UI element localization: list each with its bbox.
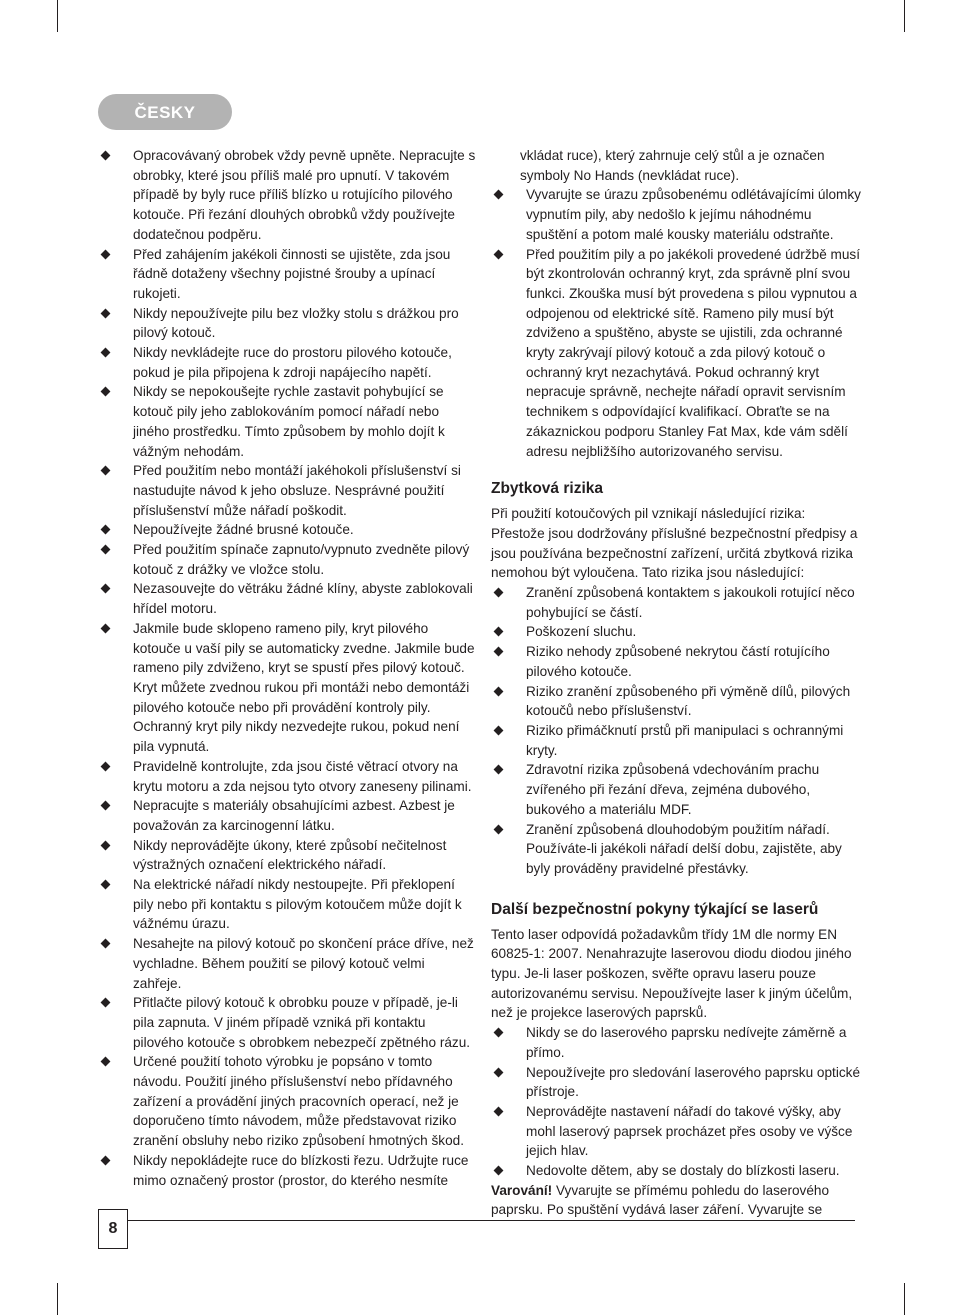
language-tab: ČESKY: [98, 94, 232, 130]
bullet-icon: [494, 1067, 504, 1077]
bullet-icon: [101, 348, 111, 358]
list-item: Nesahejte na pilový kotouč po skončení práce dříve, než vychladne. Během použití se pilový kotouč velmi zahřeje.: [98, 934, 476, 993]
list-item: Zranění způsobená dlouhodobým použitím nářadí. Používáte-li jakékoli nářadí delší dobu, zajistěte, aby byly prováděny pravidelné přestávky.: [491, 820, 861, 879]
list-item: Nepoužívejte žádné brusné kotouče.: [98, 520, 476, 540]
list-item: Zranění způsobená kontaktem s jakoukoli rotující něco pohybující se částí.: [491, 583, 861, 622]
list-item: Nezasouvejte do větráku žádné klíny, abyste zablokovali hřídel motoru.: [98, 579, 476, 618]
bullet-icon: [101, 151, 111, 161]
bullet-icon: [494, 627, 504, 637]
list-item: Nedovolte dětem, aby se dostaly do blízkosti laseru.: [491, 1161, 861, 1181]
crop-mark: [57, 0, 58, 32]
warning-text: Vyvarujte se přímému pohledu do laserového paprsku. Po spuštění vydává laser záření. Vyvarujte se: [491, 1182, 830, 1218]
warning-label: Varování!: [491, 1182, 553, 1198]
safety-list-continued: [491, 185, 861, 461]
bullet-icon: [494, 1166, 504, 1176]
list-item: Nepracujte s materiály obsahujícími azbest. Azbest je považován za karcinogenní látku.: [98, 796, 476, 835]
safety-list: [98, 146, 476, 1190]
laser-warning: [491, 1181, 861, 1220]
residual-intro: Při použití kotoučových pil vznikají následující rizika: Přestože jsou dodržovány příslušné bezpečnostní předpisy a jsou používána bezpečnostní zařízení, určitá zbytková rizika nemohou být vyloučena. Tato rizika jsou následující:: [491, 506, 858, 581]
bullet-icon: [494, 249, 504, 259]
list-item: Riziko zranění způsobeného při výměně dílů, pilových kotoučů nebo příslušenství.: [491, 682, 861, 721]
bullet-icon: [494, 765, 504, 775]
list-item: Před použitím spínače zapnuto/vypnuto zvedněte pilový kotouč z drážky ve vložce stolu.: [98, 540, 476, 579]
list-item: Nikdy nevkládejte ruce do prostoru pilového kotouče, pokud je pila připojena k zdroji napájecího napětí.: [98, 343, 476, 382]
list-item: Nikdy se nepokoušejte rychle zastavit pohybující se kotouč pily jeho zablokováním pomocí nářadí nebo jiného prostředku. Tímto způsobem by mohlo dojít k vážným nehodám.: [98, 382, 476, 461]
bullet-icon: [494, 686, 504, 696]
list-item: Opracovávaný obrobek vždy pevně upněte. Nepracujte s obrobky, které jsou příliš malé pro upnutí. V takovém případě by byly ruce příliš blízko u rotujícího pilového kotouče. Při řezání dlouhých obrobků vždy používejte dodatečnou podpěru.: [98, 146, 476, 245]
left-column: [98, 146, 476, 1190]
bullet-icon: [101, 584, 111, 594]
bullet-icon: [101, 623, 111, 633]
bullet-icon: [101, 840, 111, 850]
page-number: 8: [98, 1209, 128, 1249]
heading-residual-risks: Zbytková rizika: [491, 480, 603, 498]
bullet-icon: [101, 1155, 111, 1165]
list-item: Přitlačte pilový kotouč k obrobku pouze v případě, je-li pila zapnuta. V jiném případě vzniká při kontaktu pilového kotouče s obrobkem nebezpečí zpětného rázu.: [98, 993, 476, 1052]
list-item: Před použitím pily a po jakékoli provedené údržbě musí být zkontrolován ochranný kryt, zda správně plní svou funkci. Zkouška musí být provedena s pilou vypnutou a odpojenou od elektrické sítě. Rameno pily musí být zdviženo a spuštěno, abyste se ujistili, zda ochranné kryty zakrývají pilový kotouč a zda pilový kotouč o ochranný kryt nezachytává. Pokud ochranný kryt nepracuje správně, nechejte nářadí opravit servisním technikem s odpovídající kvalifikací. Obraťte se na zákaznickou podporu Stanley Fat Max, kde vám sdělí adresu nejbližšího autorizovaného servisu.: [491, 245, 861, 462]
bullet-icon: [494, 1106, 504, 1116]
list-item: Vyvarujte se úrazu způsobenému odlétávajícími úlomky vypnutím pily, aby nedošlo k jejímu náhodnému spuštění a potom malé kousky materiálu odstraňte.: [491, 185, 861, 244]
list-item: Před použitím nebo montáží jakéhokoli příslušenství si nastudujte návod k jeho obsluze. Nesprávné použití příslušenství může nářadí poškodit.: [98, 461, 476, 520]
bullet-icon: [101, 525, 111, 535]
bullet-icon: [101, 249, 111, 259]
heading-laser-safety: Další bezpečnostní pokyny týkající se laserů: [491, 900, 819, 918]
crop-mark: [904, 1283, 905, 1315]
list-item: Pravidelně kontrolujte, zda jsou čisté větrací otvory na krytu motoru a zda nejsou tyto otvory zaneseny pilinami.: [98, 757, 476, 796]
list-item: Riziko přimáčknutí prstů při manipulaci s ochrannými kryty.: [491, 721, 861, 760]
bullet-icon: [101, 998, 111, 1008]
bullet-icon: [101, 466, 111, 476]
bullet-icon: [494, 190, 504, 200]
list-item: Nikdy nepoužívejte pilu bez vložky stolu s drážkou pro pilový kotouč.: [98, 304, 476, 343]
crop-mark: [57, 1283, 58, 1315]
bullet-icon: [101, 308, 111, 318]
bullet-icon: [494, 588, 504, 598]
bullet-icon: [101, 387, 111, 397]
list-item: Jakmile bude sklopeno rameno pily, kryt pilového kotouče u vaší pily se automaticky zvedne. Jakmile bude rameno pily zdviženo, kryt se spustí přes pilový kotouč. Kryt můžete zvednou rukou při montáži nebo demontáži pilového kotouče nebo při provádění kontroly pily. Ochranný kryt pily nikdy nezvedejte rukou, pokud není pila vypnutá.: [98, 619, 476, 757]
list-item: Na elektrické nářadí nikdy nestoupejte. Při překlopení pily nebo při kontaktu s pilovým kotoučem může dojít k vážnému úrazu.: [98, 875, 476, 934]
list-item: Poškození sluchu.: [491, 622, 861, 642]
crop-mark: [904, 0, 905, 32]
bullet-icon: [494, 647, 504, 657]
list-item: Nikdy se do laserového paprsku nedívejte záměrně a přímo.: [491, 1023, 861, 1062]
residual-risks-list: [491, 583, 861, 879]
bullet-icon: [101, 1057, 111, 1067]
right-column: [491, 146, 861, 1220]
bullet-icon: [494, 726, 504, 736]
bullet-icon: [494, 1028, 504, 1038]
list-item: Nikdy nepokládejte ruce do blízkosti řezu. Udržujte ruce mimo označený prostor (prostor, do kterého nesmíte: [98, 1151, 476, 1190]
list-item: Určené použití tohoto výrobku je popsáno v tomto návodu. Použití jiného příslušenství nebo přídavného zařízení a provádění jiných pracovních operací, než je doporučeno tímto návodem, může představovat riziko zranění obsluhy nebo riziko způsobení hmotných škod.: [98, 1052, 476, 1151]
laser-intro: Tento laser odpovídá požadavkům třídy 1M dle normy EN 60825-1: 2007. Nenahrazujte laserovou diodu diodou jiného typu. Je-li laser poškozen, svěřte opravu laseru pouze autorizovanému servisu. Nepoužívejte laser k jiným účelům, než je projekce laserových paprsků.: [491, 926, 853, 1021]
footer-rule: [128, 1220, 855, 1221]
list-item: Nepoužívejte pro sledování laserového paprsku optické přístroje.: [491, 1063, 861, 1102]
continued-text: vkládat ruce), který zahrnuje celý stůl a je označen symboly No Hands (nevkládat ruce).: [520, 148, 825, 183]
bullet-icon: [101, 880, 111, 890]
bullet-icon: [101, 545, 111, 555]
list-item: Neprovádějte nastavení nářadí do takové výšky, aby mohl laserový paprsek procházet přes osoby ve výšce jejich hlav.: [491, 1102, 861, 1161]
list-item: Zdravotní rizika způsobená vdechováním prachu zvířeného při řezání dřeva, zejména dubového, bukového a materiálu MDF.: [491, 760, 861, 819]
laser-list: [491, 1023, 861, 1181]
list-item: Nikdy neprovádějte úkony, které způsobí nečitelnost výstražných označení elektrického nářadí.: [98, 836, 476, 875]
bullet-icon: [101, 801, 111, 811]
bullet-icon: [101, 939, 111, 949]
list-item: Před zahájením jakékoli činnosti se ujistěte, zda jsou řádně dotaženy všechny pojistné šrouby a upínací rukojeti.: [98, 245, 476, 304]
bullet-icon: [494, 824, 504, 834]
list-item: Riziko nehody způsobené nekrytou částí rotujícího pilového kotouče.: [491, 642, 861, 681]
bullet-icon: [101, 761, 111, 771]
